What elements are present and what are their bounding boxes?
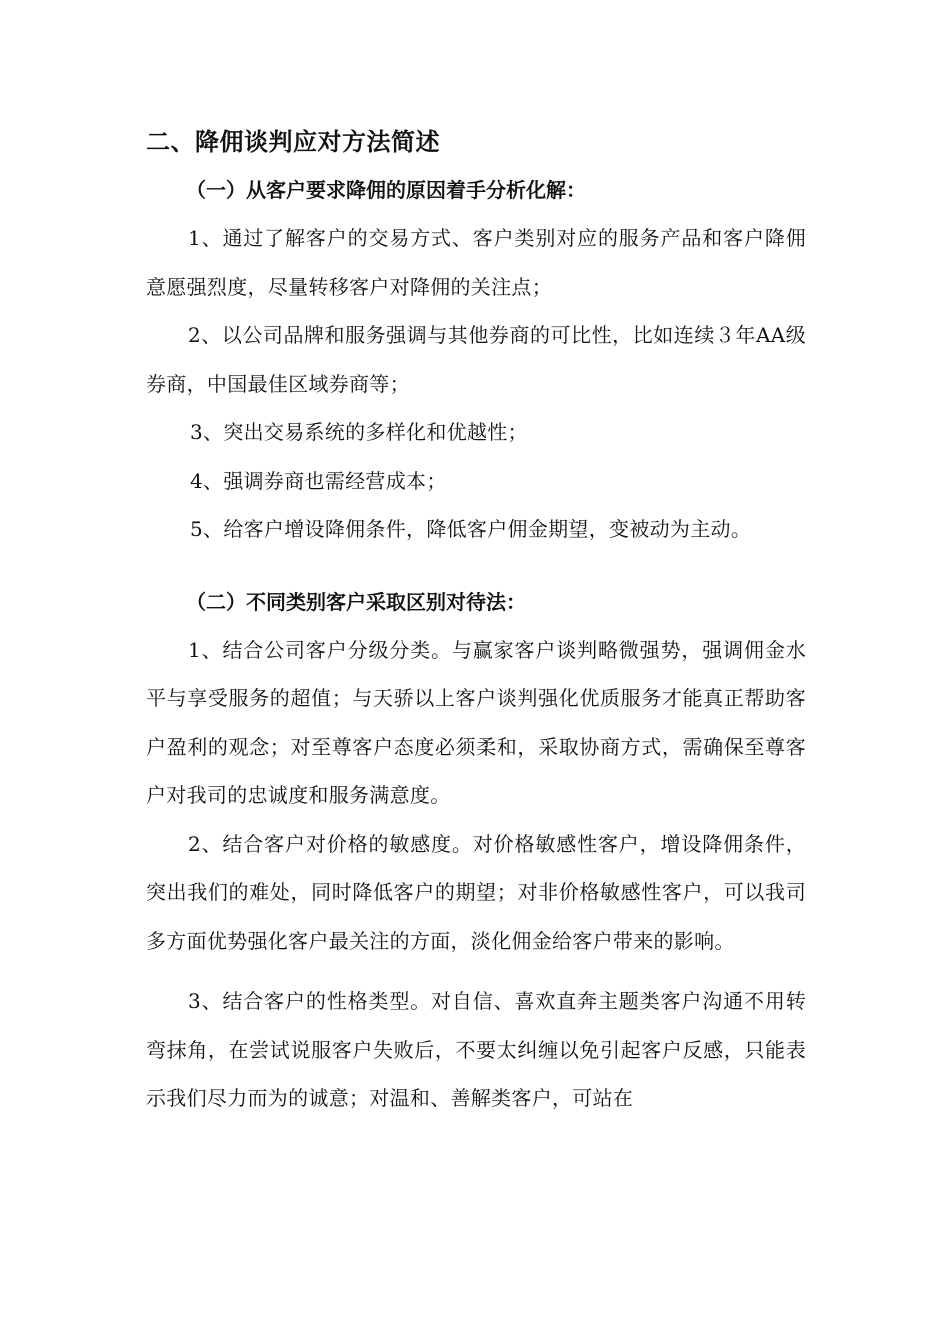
subsection-title-1: （一）从客户要求降佣的原因着手分析化解： [186,178,586,202]
paragraph-1-2: 2、以公司品牌和服务强调与其他券商的可比性，比如连续３年AA级券商，中国最佳区域券商等； [146,323,806,396]
section-heading: 二、降佣谈判应对方法简述 [146,127,440,156]
paragraph-1-5: 5、给客户增设降佣条件，降低客户佣金期望，变被动为主动。 [190,517,752,541]
subsection-title-2: （二）不同类别客户采取区别对待法： [186,589,526,614]
paragraph-1-1: 1、通过了解客户的交易方式、客户类别对应的服务产品和客户降佣意愿强烈度，尽量转移客户对降佣的关注点； [146,226,806,299]
paragraph-1-4: 4、强调券商也需经营成本； [190,468,447,493]
section-spacer [146,554,806,578]
paragraph-1-3: 3、突出交易系统的多样化和优越性； [190,420,528,444]
paragraph-2-1: 1、结合公司客户分级分类。与赢家客户谈判略微强势，强调佣金水平与享受服务的超值；与天骄以上客户谈判强化优质服务才能真正帮助客户盈利的观念；对至尊客户态度必须柔和，采取协商方式，需确保至尊客户对我司的忠诚度和服务满意度。 [146,637,806,807]
paragraph-2-2: 2、结合客户对价格的敏感度。对价格敏感性客户，增设降佣条件，突出我们的难处，同时降低客户的期望；对非价格敏感性客户，可以我司多方面优势强化客户最关注的方面，淡化佣金给客户带来的影响。 [146,831,806,953]
paragraph-2-3: 3、结合客户的性格类型。对自信、喜欢直奔主题类客户沟通不用转弯抹角，在尝试说服客户失败后，不要太纠缠以免引起客户反感，只能表示我们尽力而为的诚意；对温和、善解类客户，可站在 [146,989,806,1110]
document-body [146,118,806,1123]
